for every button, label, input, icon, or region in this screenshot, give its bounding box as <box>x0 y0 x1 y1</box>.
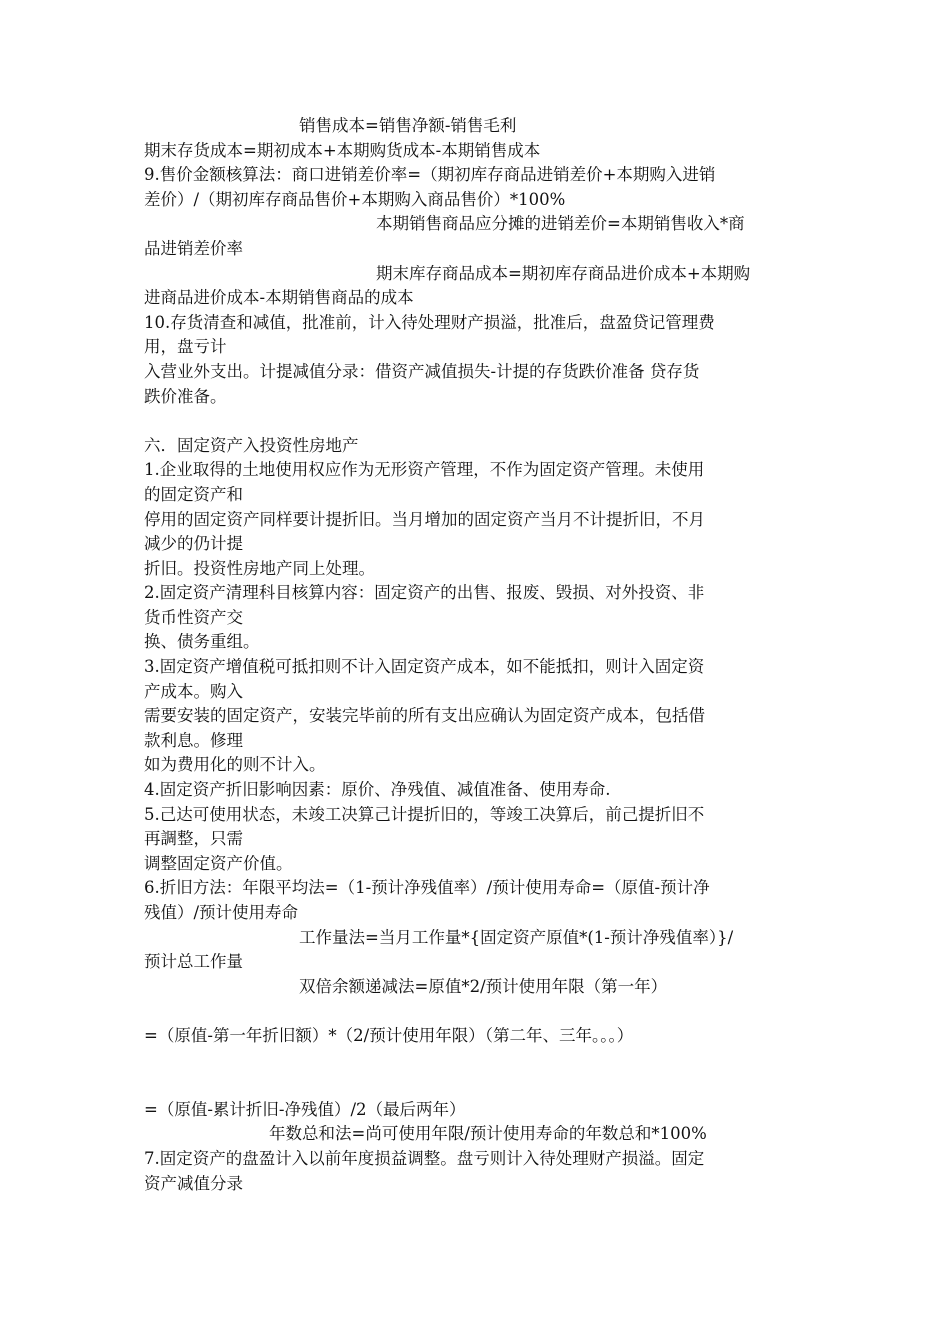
text-line: 残值）/预计使用寿命 <box>144 903 299 922</box>
text-line: 销售成本=销售净额-销售毛利 <box>299 116 517 135</box>
text-line: 双倍余额递减法=原值*2/预计使用年限（第一年） <box>299 976 668 996</box>
text-line: 再調整，只需 <box>144 829 243 849</box>
text-line: 期末存货成本=期初成本+本期购货成本-本期销售成本 <box>144 140 541 160</box>
text-line: 停用的固定资产同样要计提折旧。当月增加的固定资产当月不计提折旧，不月 <box>144 509 705 529</box>
text-line: =（原值-累计折旧-净残值）/2（最后两年） <box>144 1099 466 1119</box>
text-line: 品进销差价率 <box>144 238 243 258</box>
text-line: 9.售价金额核算法：商口进销差价率=（期初库存商品进销差价+本期购入进销 <box>144 165 716 185</box>
text-line: =（原值-第一年折旧额）*（2/预计使用年限）（第二年、三年。。。） <box>144 1025 634 1045</box>
text-line: 入营业外支出。计提减值分录：借资产减值损失-计提的存货跌价准备 贷存货 <box>144 361 700 381</box>
section-heading: 六．固定资产入投资性房地产 <box>144 435 359 455</box>
text-line: 产成本。购入 <box>144 681 243 701</box>
text-line: 跌价准备。 <box>144 386 227 406</box>
text-line: 4.固定资产折旧影响因素：原价、净残值、减值准备、使用寿命. <box>144 780 611 800</box>
text-line: 期末库存商品成本=期初库存商品进价成本+本期购 <box>376 263 751 283</box>
text-line: 1.企业取得的土地使用权应作为无形资产管理，不作为固定资产管理。未使用 <box>144 460 705 480</box>
text-line: 本期销售商品应分摊的进销差价=本期销售收入*商 <box>376 214 745 234</box>
text-line: 差价）/（期初库存商品售价+本期购入商品售价）*100% <box>144 189 566 209</box>
text-line: 的固定资产和 <box>144 484 243 504</box>
text-line: 货币性资产交 <box>144 607 243 627</box>
text-line: 7.固定资产的盘盈计入以前年度损益调整。盘亏则计入待处理财产损溢。固定 <box>144 1148 705 1168</box>
text-line: 预计总工作量 <box>144 952 243 972</box>
text-line: 资产减值分录 <box>144 1173 243 1193</box>
text-line: 进商品进价成本-本期销售商品的成本 <box>144 288 414 308</box>
text-line: 年数总和法=尚可使用年限/预计使用寿命的年数总和*100% <box>269 1124 707 1144</box>
text-line: 折旧。投资性房地产同上处理。 <box>144 558 375 578</box>
text-line: 5.己达可使用状态，未竣工决算己计提折旧的，等竣工决算后，前己提折旧不 <box>144 804 705 824</box>
blank-line <box>144 409 814 434</box>
blank-line <box>144 1049 814 1098</box>
text-line: 2.固定资产清理科目核算内容：固定资产的出售、报废、毁损、对外投资、非 <box>144 583 705 603</box>
document-body <box>144 114 814 1196</box>
text-line: 工作量法=当月工作量*{固定资产原值*(1-预计净残值率）}/ <box>299 927 734 947</box>
text-line: 用，盘亏计 <box>144 337 227 357</box>
text-line: 款利息。修理 <box>144 730 243 750</box>
text-line: 3.固定资产增值税可抵扣则不计入固定资产成本，如不能抵扣，则计入固定资 <box>144 657 705 677</box>
text-line: 需要安装的固定资产，安装完毕前的所有支出应确认为固定资产成本，包括借 <box>144 706 705 726</box>
text-line: 调整固定资产价值。 <box>144 853 293 873</box>
text-line: 6.折旧方法：年限平均法=（1-预计净残值率）/预计使用寿命=（原值-预计净 <box>144 878 710 898</box>
text-line: 10.存货清查和减值，批准前，计入待处理财产损溢，批准后，盘盈贷记管理费 <box>144 312 715 332</box>
text-line: 如为费用化的则不计入。 <box>144 755 326 775</box>
blank-line <box>144 999 814 1024</box>
text-line: 换、债务重组。 <box>144 632 260 652</box>
text-line: 减少的仍计提 <box>144 534 243 554</box>
